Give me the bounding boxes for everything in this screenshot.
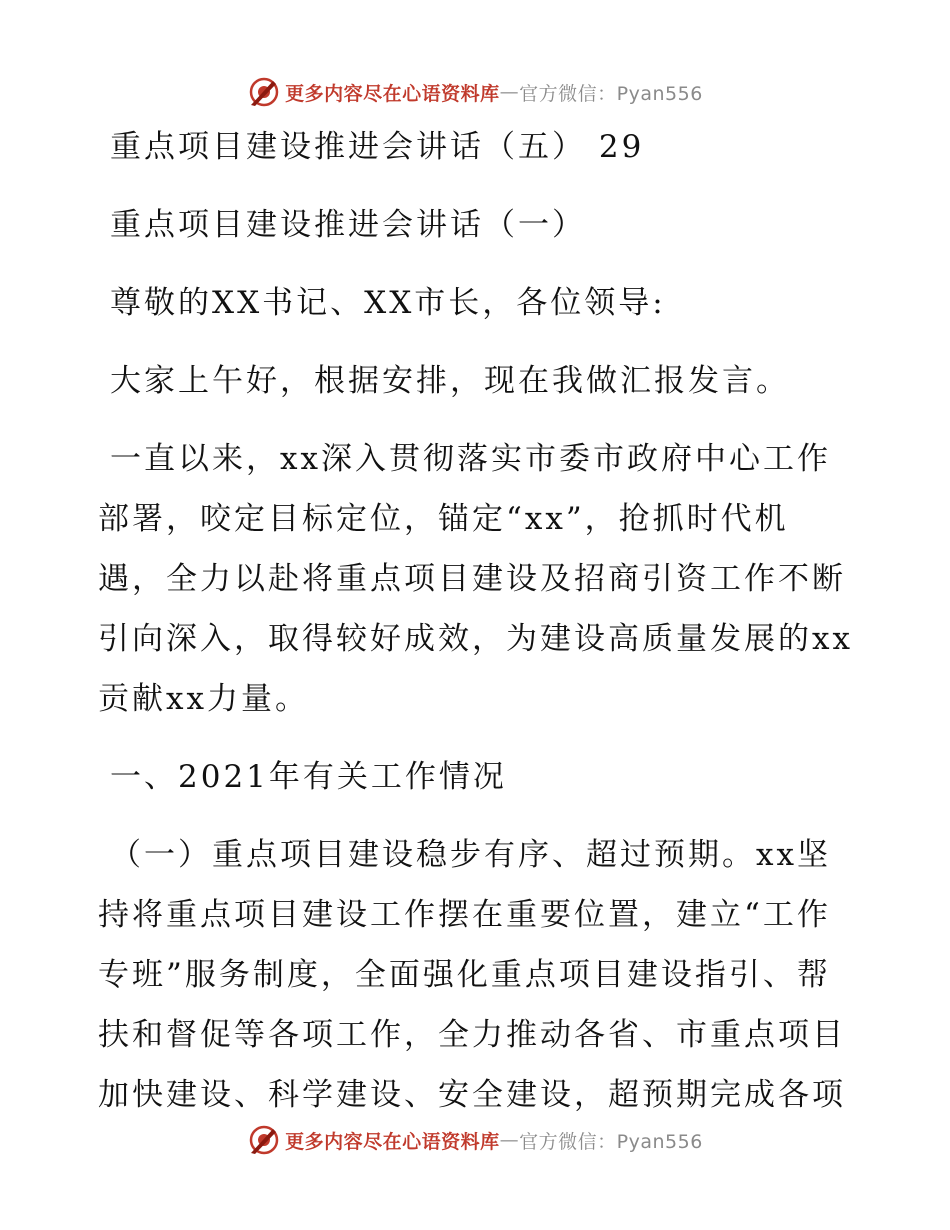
watermark-separator: — [499,81,520,103]
text-line: 贡献xx力量。 [98,681,309,717]
text-line: 重点项目建设推进会讲话（一） [110,207,586,243]
watermark-separator: — [499,1129,520,1151]
watermark-wechat-text: 官方微信：Pyan556 [519,82,703,105]
text-line: （一）重点项目建设稳步有序、超过预期。xx坚 [110,837,831,873]
text-line: 大家上午好，根据安排，现在我做汇报发言。 [110,363,790,399]
text-line: 加快建设、科学建设、安全建设，超预期完成各项 [98,1077,846,1113]
text-line: 尊敬的XX书记、XX市长，各位领导: [110,285,666,321]
quill-seal-icon [247,1123,281,1157]
text-line: 重点项目建设推进会讲话（五） 29 [110,129,645,165]
document-body [98,120,868,1122]
text-line: 引向深入，取得较好成效，为建设高质量发展的xx [98,621,853,657]
watermark-main-text: 更多内容尽在心语资料库 [285,1130,500,1153]
text-line: 一、2021年有关工作情况 [110,759,507,795]
text-line: 部署，咬定目标定位，锚定“xx”，抢抓时代机 [98,501,789,537]
text-line: 一直以来，xx深入贯彻落实市委市政府中心工作 [110,441,831,477]
text-line: 遇，全力以赴将重点项目建设及招商引资工作不断 [98,561,846,597]
text-line: 专班”服务制度，全面强化重点项目建设指引、帮 [98,957,831,993]
footer-watermark [0,1118,950,1162]
quill-seal-icon [247,75,281,109]
text-line: 持将重点项目建设工作摆在重要位置，建立“工作 [98,897,831,933]
header-watermark [0,70,950,114]
watermark-wechat-text: 官方微信：Pyan556 [519,1130,703,1153]
watermark-main-text: 更多内容尽在心语资料库 [285,82,500,105]
text-line: 扶和督促等各项工作，全力推动各省、市重点项目 [98,1017,846,1053]
